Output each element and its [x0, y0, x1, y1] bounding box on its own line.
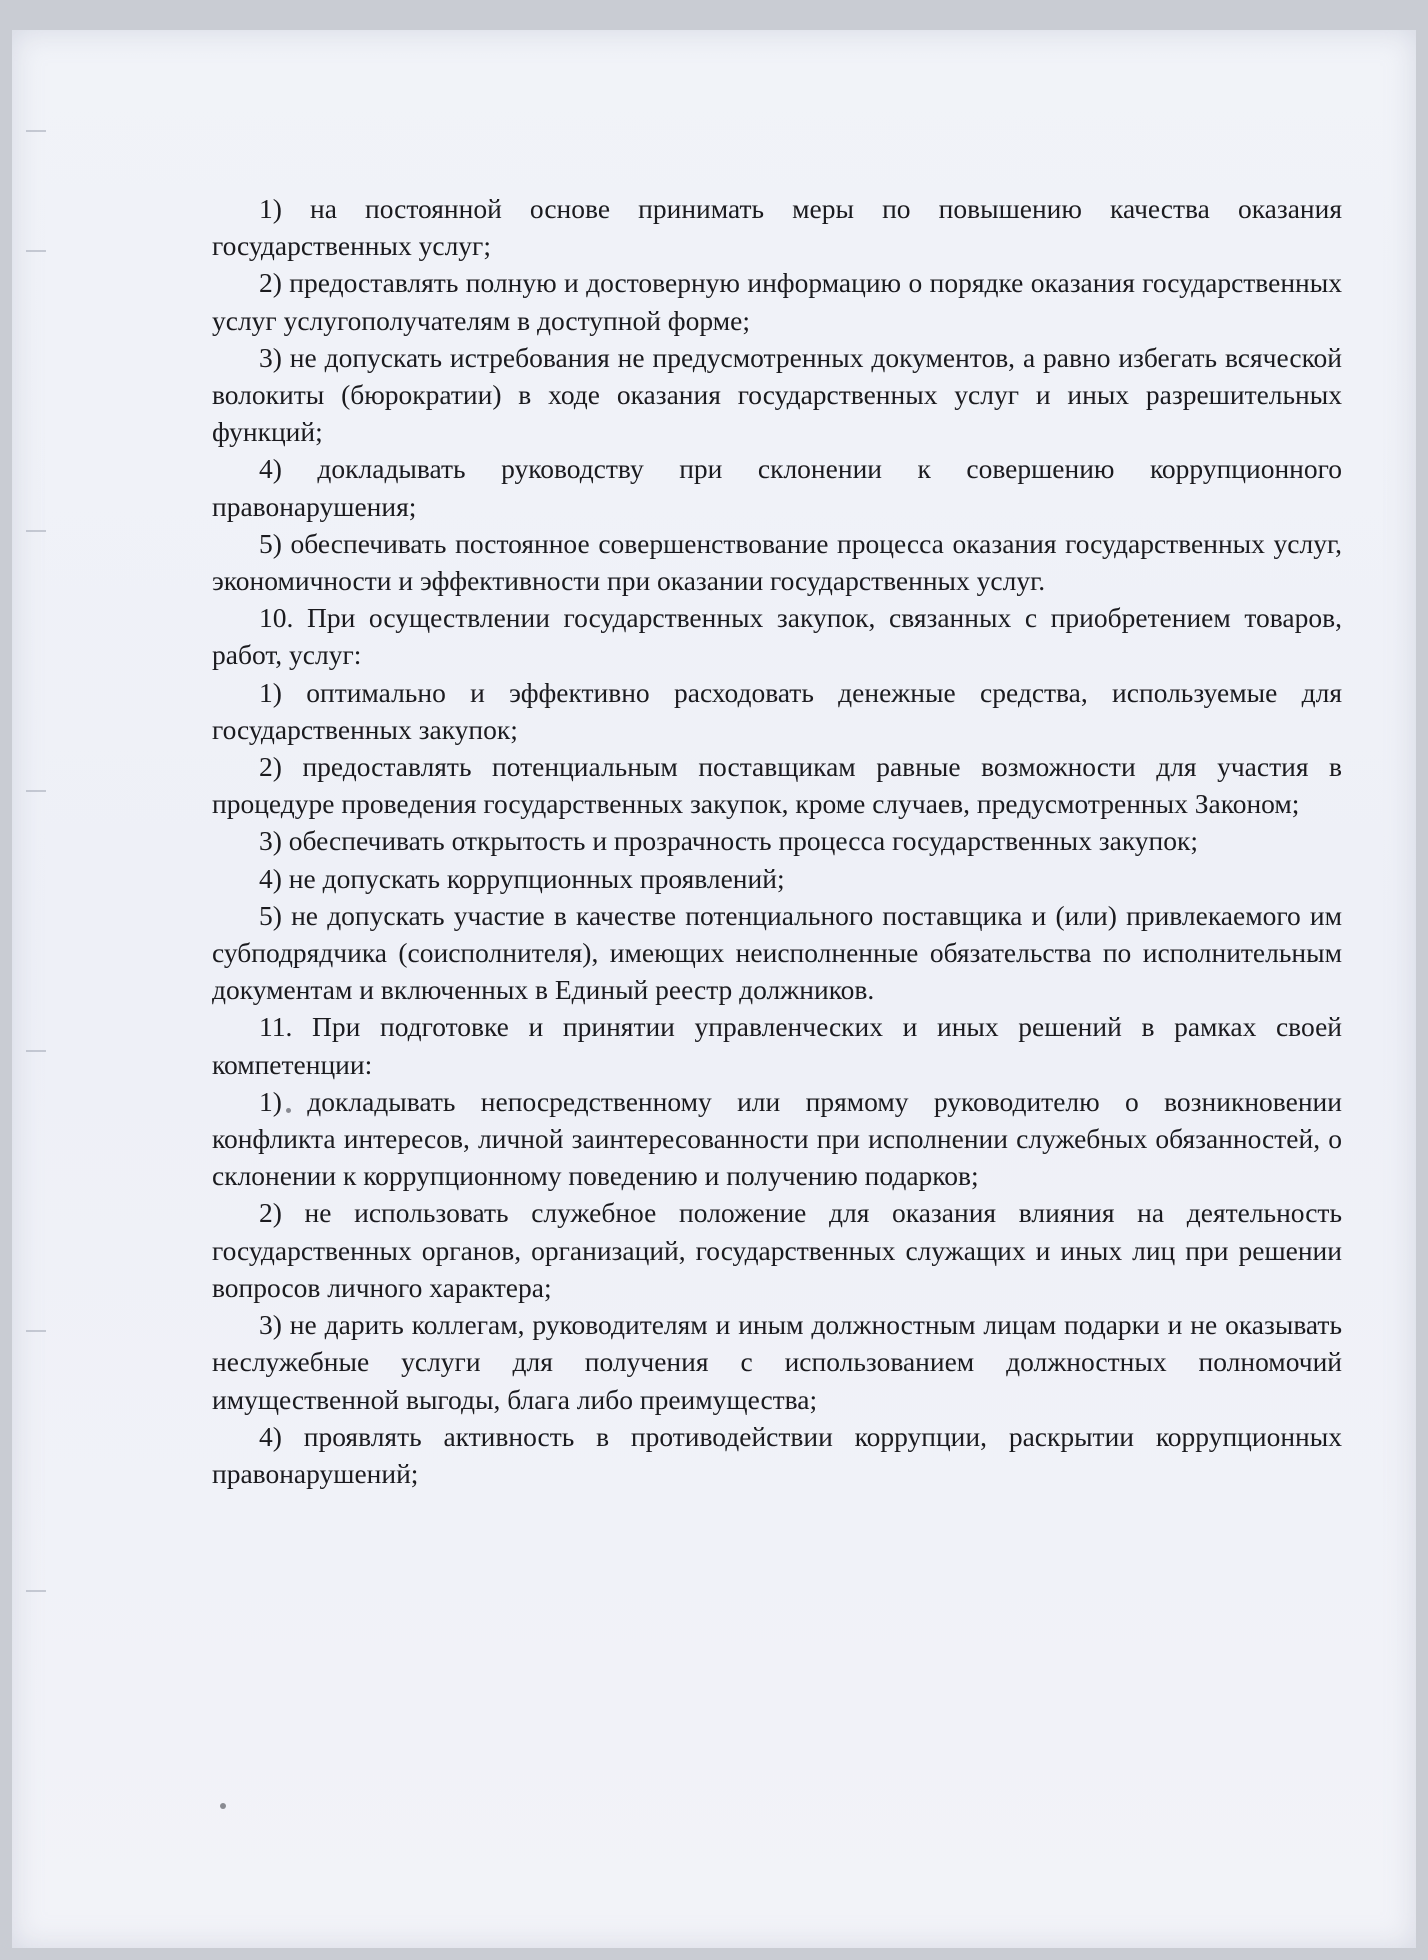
- paragraph: 3) обеспечивать открытость и прозрачность процесса государственных закупок;: [259, 825, 1199, 857]
- paragraph: 4) проявлять активность в противодействии коррупции, раскрытии коррупционных правонарушений;: [212, 1420, 1342, 1489]
- paragraph: 3) не дарить коллегам, руководителям и иным должностным лицам подарки и не оказывать неслужебные услуги для получения с использованием должностных полномочий имущественной выгоды, блага либо преимущества;: [212, 1309, 1342, 1415]
- scan-edge-mark: [26, 790, 46, 792]
- paragraph: 2) не использовать служебное положение для оказания влияния на деятельность государственных органов, организаций, государственных служащих и иных лиц при решении вопросов личного характера;: [212, 1197, 1342, 1303]
- paragraph: 1) оптимально и эффективно расходовать денежные средства, используемые для государственных закупок;: [212, 676, 1342, 745]
- paragraph: 4) не допускать коррупционных проявлений;: [259, 862, 785, 894]
- scan-edge-mark: [26, 1050, 46, 1052]
- paragraph: 2) предоставлять потенциальным поставщикам равные возможности для участия в процедуре проведения государственных закупок, кроме случаев, предусмотренных Законом;: [212, 751, 1342, 820]
- scan-edge-mark: [26, 130, 46, 132]
- scan-edge-mark: [26, 530, 46, 532]
- paragraph: 5) не допускать участие в качестве потенциального поставщика и (или) привлекаемого им субподрядчика (соисполнителя), имеющих неисполненные обязательства по исполнительным документам и включенных в Единый реестр должников.: [212, 899, 1342, 1006]
- paragraph: 1) на постоянной основе принимать меры по повышению качества оказания государственных услуг;: [212, 193, 1342, 262]
- scan-speck: [220, 1803, 226, 1809]
- paragraph: 1) докладывать непосредственному или прямому руководителю о возникновении конфликта интересов, личной заинтересованности при исполнении служебных обязанностей, о склонении к коррупционному поведению и получению подарков;: [212, 1085, 1342, 1192]
- paragraph: 10. При осуществлении государственных закупок, связанных с приобретением товаров, работ, услуг:: [212, 602, 1342, 671]
- scan-edge-mark: [26, 250, 46, 252]
- document-page: [12, 30, 1416, 1948]
- paragraph: 4) докладывать руководству при склонении к совершению коррупционного правонарушения;: [212, 453, 1342, 522]
- paragraph: 5) обеспечивать постоянное совершенствование процесса оказания государственных услуг, экономичности и эффективности при оказании государственных услуг.: [212, 527, 1342, 597]
- paragraph: 2) предоставлять полную и достоверную информацию о порядке оказания государственных услуг услугополучателям в доступной форме;: [212, 267, 1342, 336]
- scan-edge-mark: [26, 1590, 46, 1592]
- scan-edge-mark: [26, 1330, 46, 1332]
- paragraph: 3) не допускать истребования не предусмотренных документов, а равно избегать всяческой волокиты (бюрократии) в ходе оказания государственных услуг и иных разрешительных функций;: [212, 341, 1342, 448]
- body-text: [212, 190, 1342, 1492]
- paragraph: 11. При подготовке и принятии управленческих и иных решений в рамках своей компетенции:: [212, 1011, 1342, 1080]
